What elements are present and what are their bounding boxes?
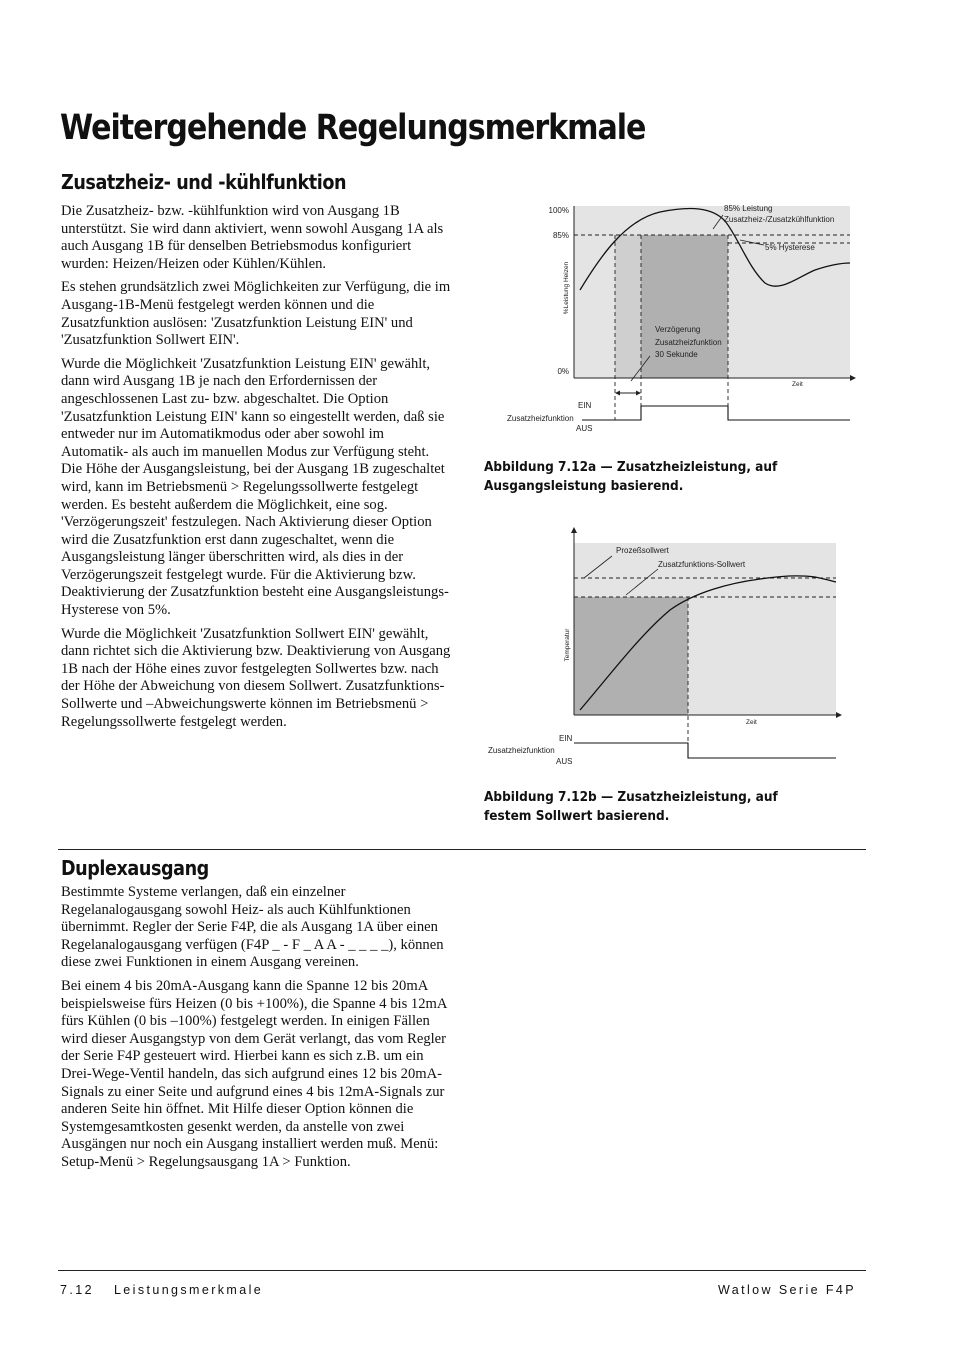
paragraph: Bestimmte Systeme verlangen, daß ein einzelner Regelanalogausgang sowohl Heiz- als auch Kühlfunktionen übernimmt. Regler der Serie F4P, die als Ausgang 1A über einen Regelanalogausgang verfügen (F4P _ - F _ A A - _ _ _ _), können diese zwei Funktionen in einem Ausgang vereinen. — [61, 884, 444, 971]
figure-a-caption: Abbildung 7.12a — Zusatzheizleistung, auf Ausgangsleistung basierend. — [484, 459, 778, 494]
label-85: 85% — [552, 231, 569, 240]
annotation-zusatzfunktions-sollwert: Zusatzfunktions-Sollwert — [658, 560, 746, 569]
page-title: Weitergehende Regelungsmerkmale — [60, 108, 646, 148]
paragraph: Wurde die Möglichkeit 'Zusatzfunktion Sollwert EIN' gewählt, dann richtet sich die Aktivierung bzw. Deaktivierung von Ausgang 1B nach der Höhe eines zuvor festgelegten Sollwertes bzw. nach der Höhe der Abweichung von diesem Sollwert. Zusatzfunktions-Sollwerte und –Abweichungswerte können im Betriebsmenü > Regelungssollwerte festgelegt werden. — [61, 625, 451, 730]
aux-heat-signal — [582, 406, 850, 420]
label-100: 100% — [548, 206, 569, 215]
aux-heat-signal — [574, 743, 836, 758]
section-divider — [58, 849, 866, 850]
section-body-duplexausgang — [61, 884, 451, 1178]
signal-name-label: Zusatzheizfunktion — [488, 746, 555, 755]
y-axis-label: Temperatur — [564, 628, 571, 662]
x-axis-arrow-icon — [836, 712, 842, 718]
annotation-85-leistung: 85% Leistung — [724, 204, 773, 213]
figure-a-diagram — [500, 195, 865, 440]
signal-ein-label: EIN — [578, 401, 592, 410]
delay-arrow-left-icon — [615, 391, 620, 396]
footer-page-number: 7.12 — [60, 1283, 94, 1297]
section-heading-duplexausgang: Duplexausgang — [61, 856, 209, 880]
paragraph: Bei einem 4 bis 20mA-Ausgang kann die Spanne 12 bis 20mA beispielsweise fürs Heizen (0 bis +100%), die Spanne 4 bis 12mA fürs Kühlen (0 bis –100%) festgelegt werden. In einigen Fällen wird dieser Ausgangstyp von dem Gerät verlangt, das vom Regler der Serie F4P gesteuert wird. Hierbei kann es sich z.B. um ein Drei-Wege-Ventil handeln, das sich aufgrund eines 12 bis 20mA-Signals zu einer Seite und aufgrund eines 4 bis 12mA-Signals zur anderen Seite hin öffnet. Mit Hilfe dieser Option können die Systemgesamtkosten gesenkt werden, da anstelle von zwei Ausgängen nur noch ein Ausgang installiert werden muß. Menü: Setup-Menü > Regelungsausgang 1A > Funktion. — [61, 977, 447, 1170]
figure-b-caption: Abbildung 7.12b — Zusatzheizleistung, auf festem Sollwert basierend. — [484, 789, 778, 824]
footer-left — [60, 1283, 263, 1297]
annotation-zusatzfunktion: Zusatzheiz-/Zusatzkühlfunktion — [724, 215, 835, 224]
signal-aus-label: AUS — [576, 424, 593, 433]
paragraph: Die Zusatzheiz- bzw. -kühlfunktion wird von Ausgang 1B unterstützt. Sie wird dann aktiviert, wenn sowohl Ausgang 1A als auch Ausgang 1B für denselben Betriebsmodus konfiguriert wurden: Heizen/Heizen oder Kühlen/Kühlen. — [61, 203, 444, 272]
signal-aus-label: AUS — [556, 757, 573, 766]
footer-rule — [58, 1270, 866, 1271]
annotation-delay-1: Verzögerung — [655, 325, 701, 334]
x-axis-arrow-icon — [850, 375, 856, 381]
y-axis-label: %Leistung Heizen — [563, 261, 570, 315]
delay-band — [615, 235, 641, 378]
footer-product: Watlow Serie F4P — [718, 1283, 856, 1297]
paragraph: Es stehen grundsätzlich zwei Möglichkeiten zur Verfügung, die im Ausgang-1B-Menü festgelegt werden können und die Zusatzfunktion auslösen: 'Zusatzfunktion Leistung EIN' und 'Zusatzfunktion Sollwert EIN'. — [61, 279, 451, 349]
annotation-prozesssollwert: Prozeßsollwert — [616, 546, 669, 555]
x-axis-label: Zeit — [746, 719, 757, 726]
x-axis-label: Zeit — [792, 381, 803, 388]
delay-arrow-right-icon — [636, 391, 641, 396]
label-0: 0% — [557, 367, 569, 376]
annotation-delay-2: Zusatzheizfunktion — [655, 338, 722, 347]
footer-section: Leistungsmerkmale — [113, 1283, 264, 1297]
section-body-zusatzheiz — [61, 203, 451, 737]
annotation-delay-3: 30 Sekunde — [655, 350, 698, 359]
signal-ein-label: EIN — [559, 734, 573, 743]
y-axis-arrow-icon — [571, 527, 577, 533]
figure-b-diagram — [480, 525, 865, 770]
paragraph: Wurde die Möglichkeit 'Zusatzfunktion Leistung EIN' gewählt, dann wird Ausgang 1B je nach den Erfordernissen der angeschlossenen Last zu- bzw. abgeschaltet. Die Option 'Zusatzfunktion Leistung EIN' kann so eingestellt werden, daß sie entweder nur im Automatikmodus oder aber sowohl im Automatik- als auch im manuellen Modus zur Verfügung steht. Die Höhe der Ausgangsleistung, bei der Ausgang 1B zugeschaltet wird, kann im Betriebsmenü > Regelungssollwerte festgelegt werden. Es besteht außerdem die Möglichkeit, eine sog. 'Verzögerungszeit' festzulegen. Nach Aktivierung dieser Option wird die Zusatzfunktion erst dann zugeschaltet, wenn die Ausgangsleistung länger überschritten wird, als dies in der Verzögerungszeit festgelegt wurde. Für die Aktivierung bzw. Deaktivierung der Zusatzfunktion besteht eine Ausgangsleistungs-Hysterese von 5%. — [61, 355, 449, 619]
annotation-hysterese: 5% Hysterese — [765, 243, 815, 252]
section-heading-zusatzheiz: Zusatzheiz- und -kühlfunktion — [61, 170, 347, 194]
signal-name-label: Zusatzheizfunktion — [507, 414, 574, 423]
